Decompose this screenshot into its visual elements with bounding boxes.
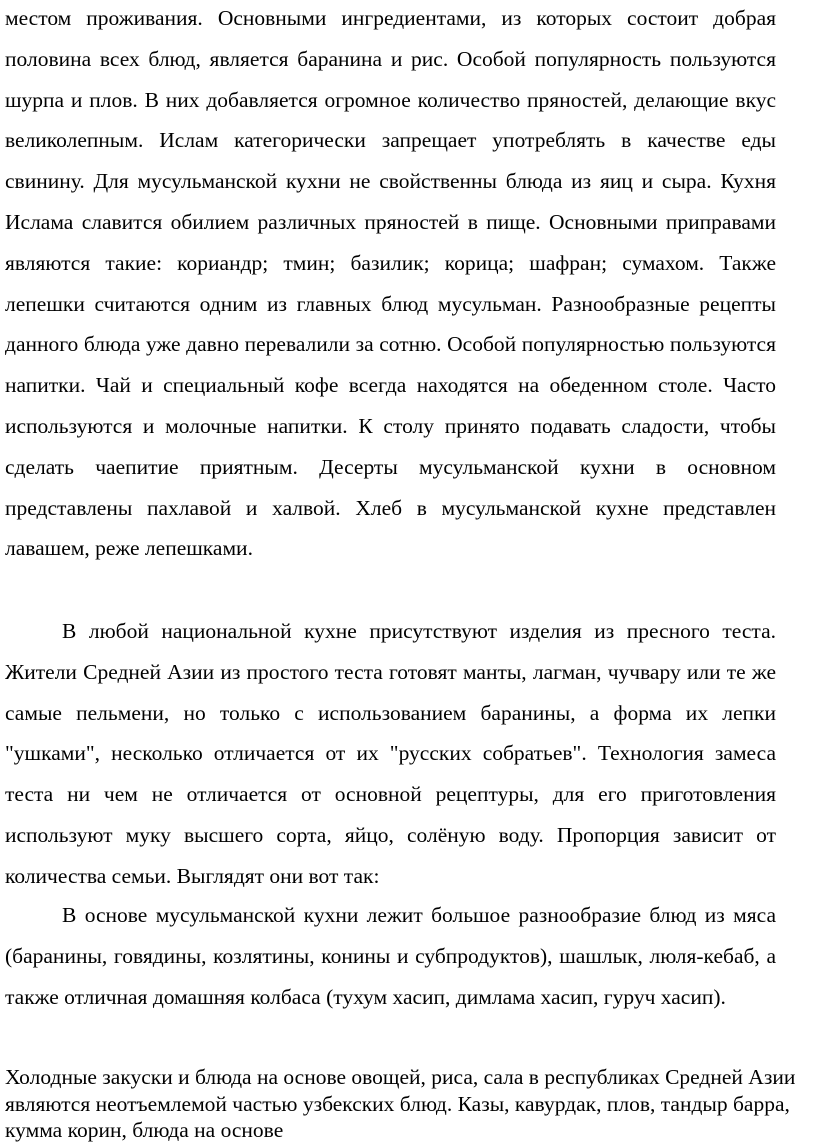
paragraph-cold-appetizers: Холодные закуски и блюда на основе овощей, риса, сала в республиках Средней Азии являются неотъемлемой частью узбекских блюд. Казы, кавурдак, плов, тандыр барра, кумма корин, блюда на основе (5, 1065, 796, 1142)
paragraph-unleavened-dough: В любой национальной кухне присутствуют изделия из пресного теста. Жители Средней Азии из простого теста готовят манты, лагман, чучвару или те же самые пельмени, но только с использованием баранины, а форма их лепки "ушками", несколько отличается от их "русских собратьев". Технология замеса теста ни чем не отличается от основной рецептуры, для его приготовления используют муку высшего сорта, яйцо, солёную воду. Пропорция зависит от количества семьи. Выглядят они вот так: (5, 619, 776, 888)
paragraph-meat-dishes: В основе мусульманской кухни лежит большое разнообразие блюд из мяса (баранины, говядины, козлятины, конины и субпродуктов), шашлык, люля-кебаб, а также отличная домашняя колбаса (тухум хасип, димлама хасип, гуруч хасип). (5, 903, 776, 1009)
paragraph-cuisine-overview: местом проживания. Основными ингредиентами, из которых состоит добрая половина всех блюд, является баранина и рис. Особой популярность пользуются шурпа и плов. В них добавляется огромное количество пряностей, делающие вкус великолепным. Ислам категорически запрещает употреблять в качестве еды свинину. Для мусульманской кухни не свойственны блюда из яиц и сыра. Кухня Ислама славится обилием различных пряностей в пище. Основными приправами являются такие: кориандр; тмин; базилик; корица; шафран; сумахом. Также лепешки считаются одним из главных блюд мусульман. Разнообразные рецепты данного блюда уже давно перевалили за сотню. Особой популярностью пользуются напитки. Чай и специальный кофе всегда находятся на обеденном столе. Часто используются и молочные напитки. К столу принято подавать сладости, чтобы сделать чаепитие приятным. Десерты мусульманской кухни в основном представлены пахлавой и халвой. Хлеб в мусульманской кухне представлен лавашем, реже лепешками. (5, 6, 776, 561)
